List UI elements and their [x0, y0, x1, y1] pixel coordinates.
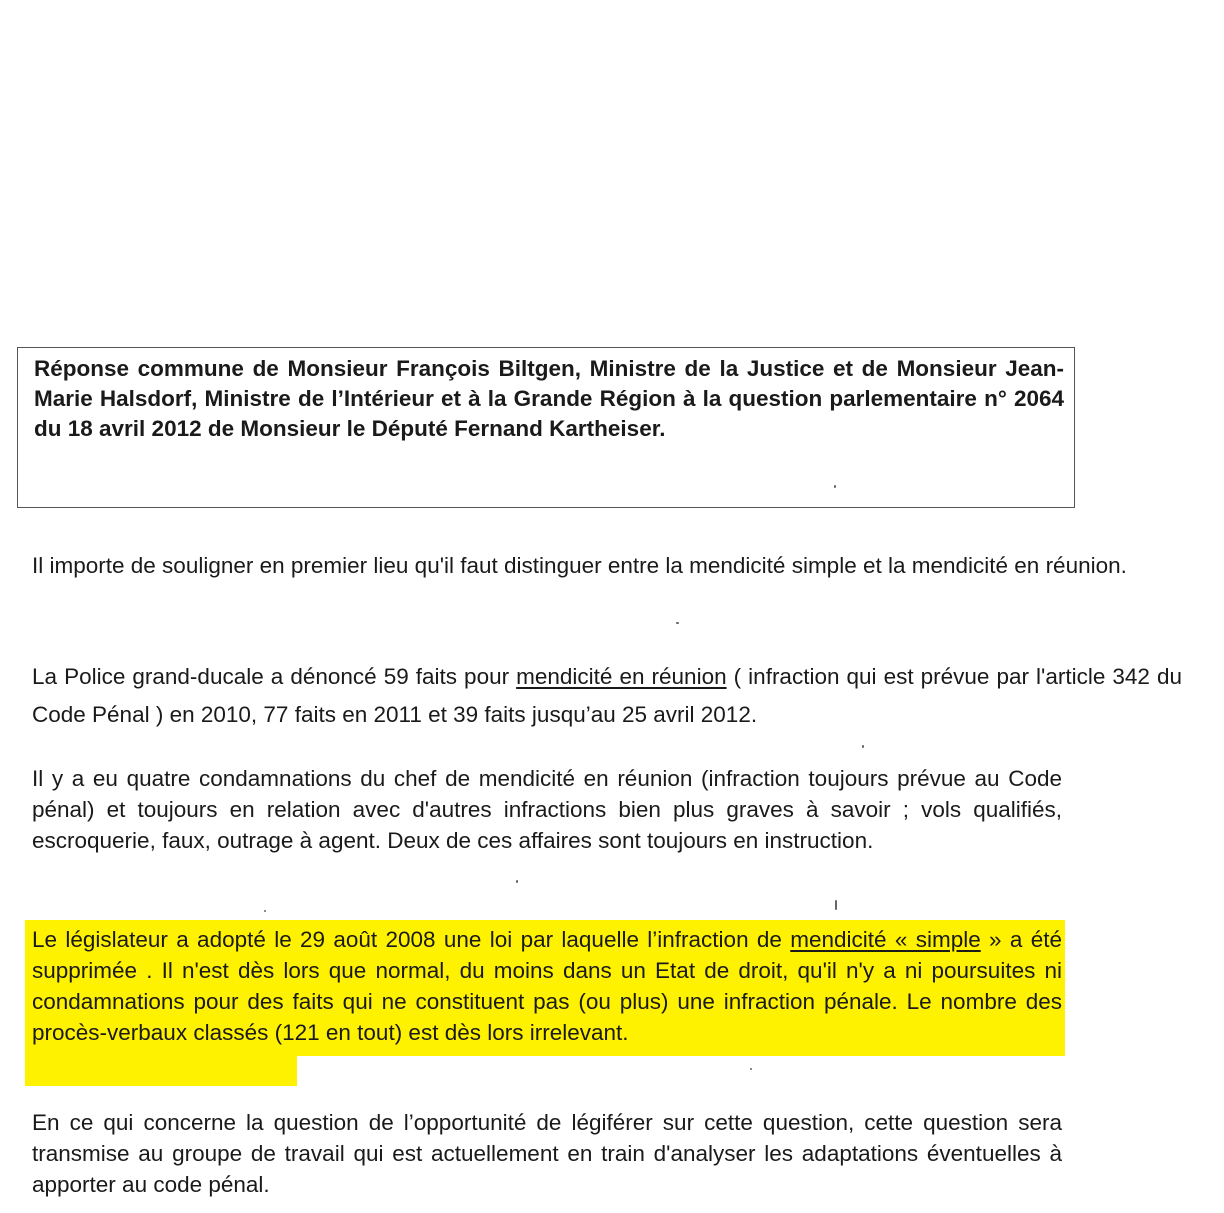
p2-underlined-term: mendicité en réunion [516, 664, 727, 689]
scan-speck [862, 745, 864, 748]
scan-speck [750, 1068, 752, 1070]
highlight-mark-tail [25, 1050, 297, 1086]
scan-speck [264, 910, 266, 912]
scan-speck [516, 880, 518, 883]
paragraph-highlighted-law [32, 924, 1062, 1048]
paragraph-legislation-question: En ce qui concerne la question de l’opportunité de légiférer sur cette question, cette question sera transmise au groupe de travail qui est actuellement en train d'analyser les adaptations éventuelles à apporter au code pénal. [32, 1110, 1062, 1197]
scan-speck [676, 622, 679, 624]
p4-text-before: Le législateur a adopté le 29 août 2008 une loi par laquelle l’infraction de [32, 927, 791, 952]
paragraph-condemnations: Il y a eu quatre condamnations du chef de mendicité en réunion (infraction toujours prévue au Code pénal) et toujours en relation avec d'autres infractions bien plus graves à savoir ; vols qualifiés, escroquerie, faux, outrage à agent. Deux de ces affaires sont toujours en instruction. [32, 766, 1062, 853]
p2-text-before: La Police grand-ducale a dénoncé 59 faits pour [32, 664, 517, 689]
p4-underlined-term: mendicité « simple [790, 927, 981, 952]
p2-text-after: ( infraction qui est prévue par l'article 342 du Code Pénal ) en 2010, 77 faits en 2011 et 39 faits jusqu’au 25 avril 2012. [32, 664, 1182, 727]
scan-speck [835, 900, 837, 910]
paragraph-distinction: Il importe de souligner en premier lieu qu'il faut distinguer entre la mendicité simple et la mendicité en réunion. [32, 553, 1127, 578]
scan-speck [834, 485, 836, 488]
document-title: Réponse commune de Monsieur François Biltgen, Ministre de la Justice et de Monsieur Jean-Marie Halsdorf, Ministre de l’Intérieur et à la Grande Région à la question parlementaire n° 2064 du 18 avril 2012 de Monsieur le Député Fernand Kartheiser. [34, 356, 1064, 441]
paragraph-police-statistics [32, 658, 1182, 734]
title-box [17, 347, 1075, 508]
p4-text-after: » a été supprimée . Il n'est dès lors que normal, du moins dans un Etat de droit, qu'il n'y a ni poursuites ni condamnations pour des faits qui ne constituent pas (ou plus) une infraction pénale. Le nombre des procès-verbaux classés (121 en tout) est dès lors irrelevant. [32, 927, 1063, 1045]
